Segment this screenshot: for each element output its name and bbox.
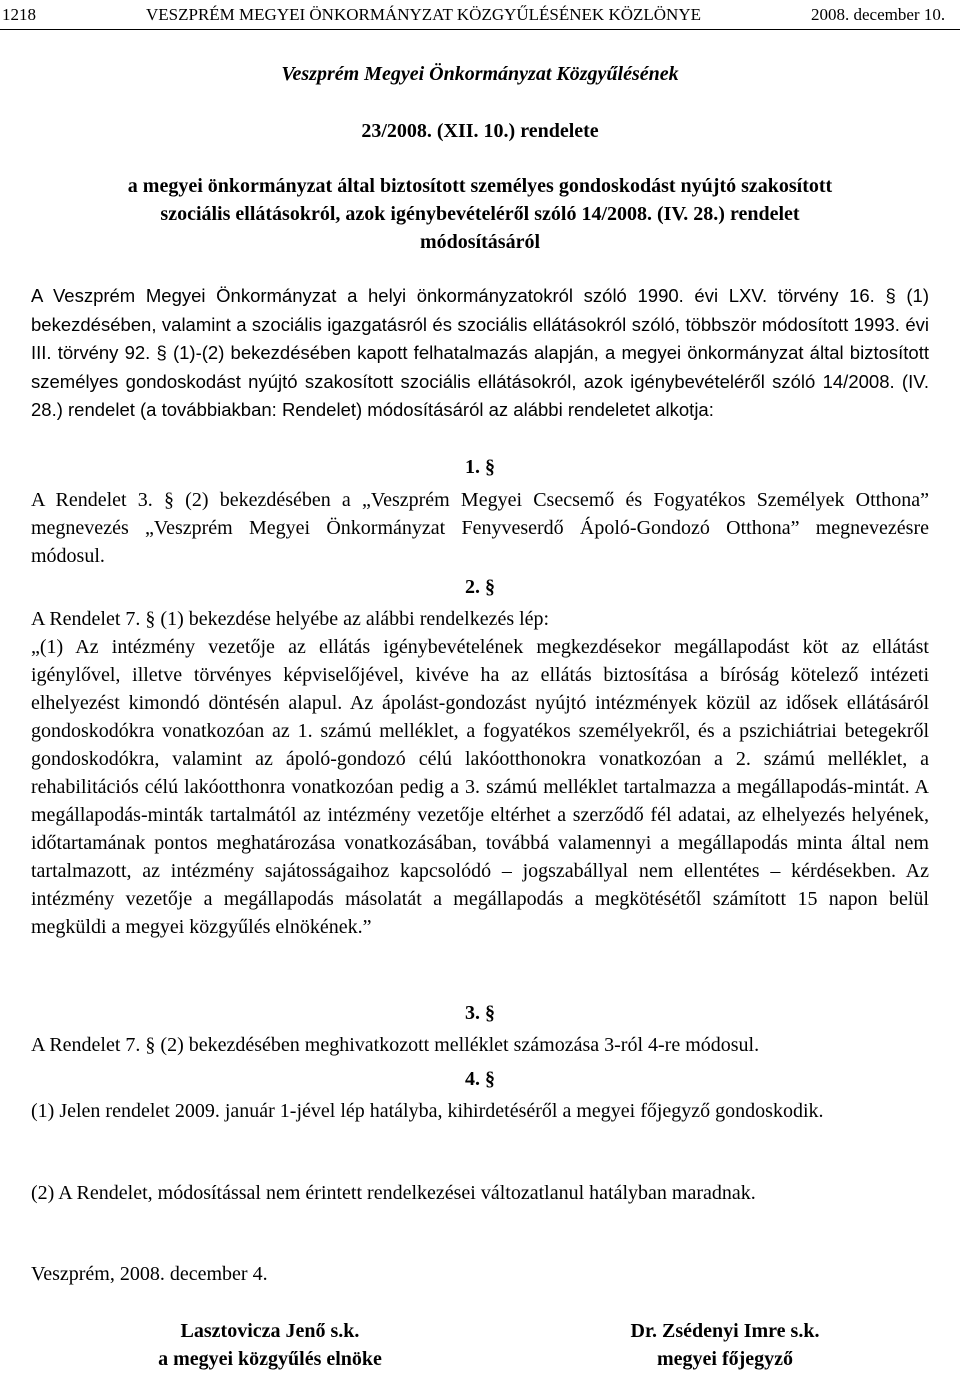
section-4-number: 4. § bbox=[465, 1068, 495, 1090]
section-3-text: A Rendelet 7. § (2) bekezdésében meghivatkozott melléklet számozása 3-ról 4-re módosul. bbox=[31, 1034, 760, 1056]
section-2-text: „(1) Az intézmény vezetője az ellátás igénybevételének megkezdésekor megállapodást köt az ellátást igénylővel, illetve törvényes képviselőjével, kivéve ha az ellátás biztosítása a bíróság kötelező intézeti elhelyezést kimondó döntésén alapul. Az ápolást-gondozást nyújtó intézmények közül az idősek ellátásáról gondoskodókra vonatkozóan az 1. számú melléklet, a fogyatékos személyekről, és a pszichiátriai betegekről gondoskodókra, valamint az ápoló-gondozó célú lakóotthonokra vonatkozóan a 2. számú melléklet, a rehabilitációs célú lakóotthonra vonatkozóan pedig a 3. számú melléklet tartalmazza a megállapodás-mintát. A megállapodás-minták tartalmától az intézmény vezetője eltérhet a szerződő fél adatai, az elhelyezés helyének, időtartamának pontos meghatározása vonatkozásában, továbbá valamennyi a megállapodás minta által nem tartalmazott, az intézmény sajátosságaihoz kapcsolódó – jogszabállyal nem ellentétes – kérdésekben. Az intézmény vezetője a megállapodás másolatát a megállapodás a megkötésétől számított 15 napon belül megküldi a megyei közgyűlés elnökének.” bbox=[31, 636, 929, 938]
decree-subject-line-3: módosításáról bbox=[420, 231, 540, 253]
journal-title: VESZPRÉM MEGYEI ÖNKORMÁNYZAT KÖZGYŰLÉSÉNEK KÖZLÖNYE bbox=[146, 5, 701, 24]
notary-role: megyei főjegyző bbox=[656, 1348, 794, 1370]
issue-date: 2008. december 10. bbox=[811, 5, 946, 24]
section-4-paragraph-1: (1) Jelen rendelet 2009. január 1-jével lép hatályba, kihirdetéséről a megyei főjegyző gondoskodik. bbox=[31, 1100, 824, 1122]
issuer-title: Veszprém Megyei Önkormányzat Közgyűlésének bbox=[281, 63, 679, 85]
section-2-number: 2. § bbox=[465, 576, 495, 598]
decree-number: 23/2008. (XII. 10.) rendelete bbox=[361, 120, 599, 142]
section-2-intro: A Rendelet 7. § (1) bekezdése helyébe az alábbi rendelkezés lép: bbox=[31, 608, 550, 630]
signature-notary bbox=[560, 1317, 890, 1373]
section-3-number: 3. § bbox=[465, 1002, 495, 1024]
chairman-role: a megyei közgyűlés elnöke bbox=[158, 1348, 382, 1370]
decree-subject-line-1: a megyei önkormányzat által biztosított személyes gondoskodást nyújtó szakosított bbox=[127, 175, 833, 197]
place-and-date: Veszprém, 2008. december 4. bbox=[31, 1263, 268, 1285]
notary-name: Dr. Zsédenyi Imre s.k. bbox=[630, 1320, 820, 1342]
preamble: A Veszprém Megyei Önkormányzat a helyi önkormányzatokról szóló 1990. évi LXV. törvény 16. § (1) bekezdésében, valamint a szociális igazgatásról és szociális ellátásokról szóló, többször módosított 1993. évi III. törvény 92. § (1)-(2) bekezdésében kapott felhatalmazás alapján, a megyei önkormányzat által biztosított személyes gondoskodást nyújtó szakosított szociális ellátásokról, azok igénybevételéről szóló 14/2008. (IV. 28.) rendelet (a továbbiakban: Rendelet) módosításáról az alábbi rendeletet alkotja: bbox=[31, 285, 929, 420]
signature-chairman bbox=[110, 1317, 430, 1373]
page-header bbox=[0, 0, 960, 30]
chairman-name: Lasztovicza Jenő s.k. bbox=[180, 1320, 360, 1342]
decree-subject-line-2: szociális ellátásokról, azok igénybevételéről szóló 14/2008. (IV. 28.) rendelet bbox=[160, 203, 800, 225]
section-1-number: 1. § bbox=[465, 456, 495, 478]
section-4-paragraph-2: (2) A Rendelet, módosítással nem érintett rendelkezései változatlanul hatályban maradnak. bbox=[31, 1182, 756, 1204]
section-1-text: A Rendelet 3. § (2) bekezdésében a „Veszprém Megyei Csecsemő és Fogyatékos Személyek Otthona” megnevezés „Veszprém Megyei Önkormányzat Fenyveserdő Ápoló-Gondozó Otthona” megnevezésre módosul. bbox=[31, 489, 929, 567]
page-number: 1218 bbox=[2, 5, 36, 24]
header-rule bbox=[0, 29, 960, 30]
